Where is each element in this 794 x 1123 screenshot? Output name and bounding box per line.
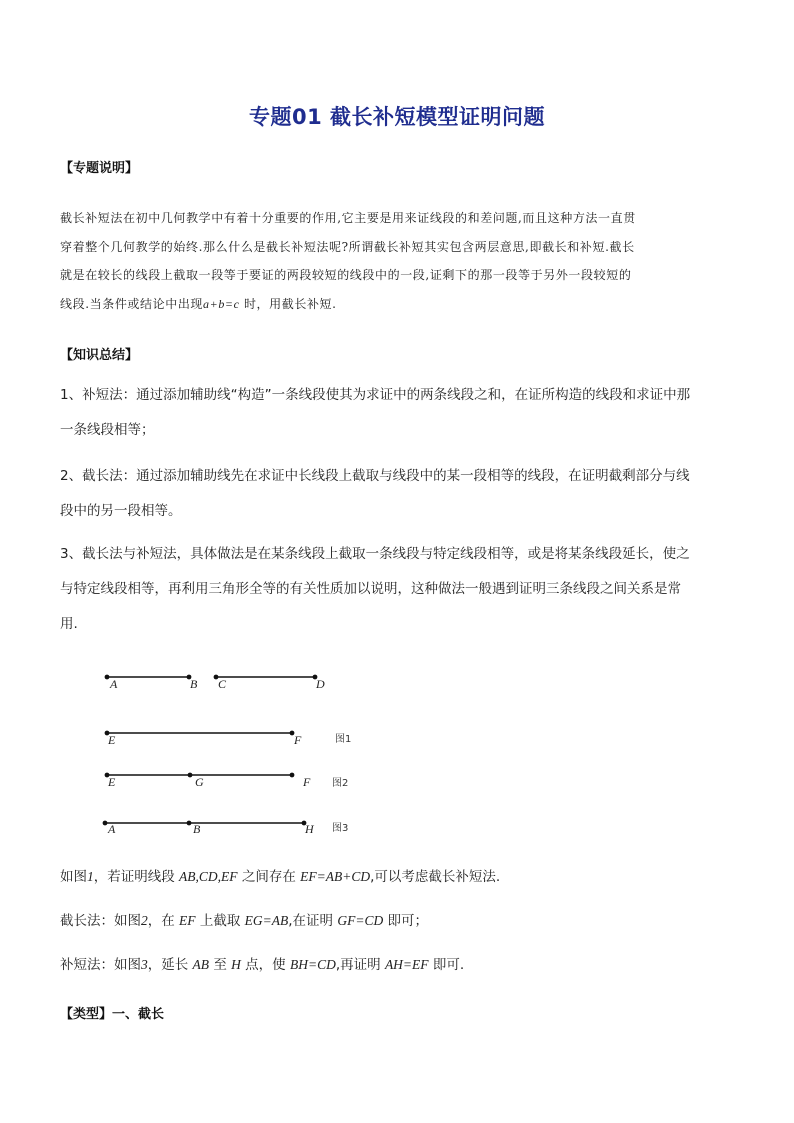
fig-number: 1 (87, 869, 94, 884)
text: ,在证明 (288, 913, 338, 929)
text: ，在 (147, 913, 180, 929)
intro-line: 截长补短法在初中几何教学中有着十分重要的作用,它主要是用来证线段的和差问题,而且这种方法一直贯 (60, 211, 636, 225)
math-expr: EG=AB (244, 913, 289, 928)
intro-expression: a+b=c (203, 297, 240, 311)
caption-fig3: 图3 (332, 823, 349, 834)
text: ,再证明 (335, 957, 385, 973)
label-e: E (108, 733, 116, 747)
label-a: A (110, 677, 118, 691)
type-label: 【类型】 (60, 1007, 113, 1022)
text: ,可以考虑截长补短法. (370, 869, 501, 885)
fig-number: 2 (141, 913, 148, 928)
point-a (105, 675, 110, 680)
intro-line: 就是在较长的线段上截取一段等于要证的两段较短的线段中的一段,证剩下的那一段等于另外一段较短的 (60, 268, 632, 282)
text: 至 (209, 957, 232, 973)
summary-line: 一条线段相等； (60, 422, 155, 438)
label-f: F (303, 775, 311, 789)
label-f: F (294, 733, 302, 747)
method-line-2 (60, 911, 428, 931)
intro-line: 线段.当条件或结论中出现 (60, 297, 204, 311)
label-e: E (108, 775, 116, 789)
point-f (290, 773, 295, 778)
intro-tail: 时，用截长补短. (239, 297, 337, 311)
text: 上截取 (195, 913, 245, 929)
math-expr: BH=CD (289, 957, 336, 972)
label-d: D (316, 677, 325, 691)
math-expr: EF=AB+CD (300, 869, 371, 884)
text: ，延长 (147, 957, 193, 973)
math-expr: H (231, 957, 241, 972)
text: ，若证明线段 (93, 869, 180, 885)
label-g: G (195, 775, 204, 789)
math-expr: AB (192, 957, 210, 972)
summary-line: 1、补短法：通过添加辅助线“构造”一条线段使其为求证中的两条线段之和，在证所构造的线段和求证中那 (60, 387, 691, 403)
method-line-3 (60, 955, 464, 975)
intro-last-line (60, 292, 337, 317)
intro-line: 穿着整个几何教学的始终.那么什么是截长补短法呢?所谓截长补短其实包含两层意思,即截长和补短.截长 (60, 240, 635, 254)
label-a: A (108, 822, 116, 836)
math-expr: AH=EF (384, 957, 429, 972)
point-b (187, 821, 192, 826)
text: 补短法：如图 (60, 957, 141, 973)
point-g (188, 773, 193, 778)
summary-item-2 (60, 459, 690, 529)
section-intro-heading: 【专题说明】 (60, 161, 139, 176)
method-line-1 (60, 867, 500, 887)
text: 如图 (60, 869, 87, 885)
text: 点，使 (240, 957, 290, 973)
summary-line: 段中的另一段相等。 (60, 503, 182, 519)
math-expr: EF (179, 913, 196, 928)
summary-line: 用. (60, 616, 78, 632)
label-b: B (190, 677, 198, 691)
label-b: B (193, 822, 201, 836)
label-c: C (218, 677, 227, 691)
caption-fig1: 图1 (335, 734, 352, 745)
summary-item-3 (60, 537, 690, 642)
summary-item-1 (60, 378, 690, 448)
text: 之间存在 (237, 869, 301, 885)
summary-line: 2、截长法：通过添加辅助线先在求证中长线段上截取与线段中的某一段相等的线段，在证明截剩部分与线 (60, 468, 690, 484)
text: 即可； (383, 913, 428, 929)
math-expr: GF=CD (337, 913, 384, 928)
text: 截长法：如图 (60, 913, 141, 929)
caption-fig2: 图2 (332, 778, 349, 789)
summary-line: 3、截长法与补短法，具体做法是在某条线段上截取一条线段与特定线段相等，或是将某条线段延长，使之 (60, 546, 690, 562)
section-summary-heading: 【知识总结】 (60, 348, 139, 363)
segment-figure (0, 660, 794, 840)
type-heading (60, 1003, 164, 1022)
type-text: 一、截长 (112, 1007, 165, 1022)
fig-number: 3 (141, 957, 148, 972)
point-a (103, 821, 108, 826)
label-h: H (305, 822, 314, 836)
text: 即可. (428, 957, 465, 973)
summary-line: 与特定线段相等，再利用三角形全等的有关性质加以说明，这种做法一般遇到证明三条线段之间关系是常 (60, 581, 681, 597)
math-expr: AB,CD,EF (179, 869, 238, 884)
page-title: 专题01 截长补短模型证明问题 (248, 105, 546, 129)
